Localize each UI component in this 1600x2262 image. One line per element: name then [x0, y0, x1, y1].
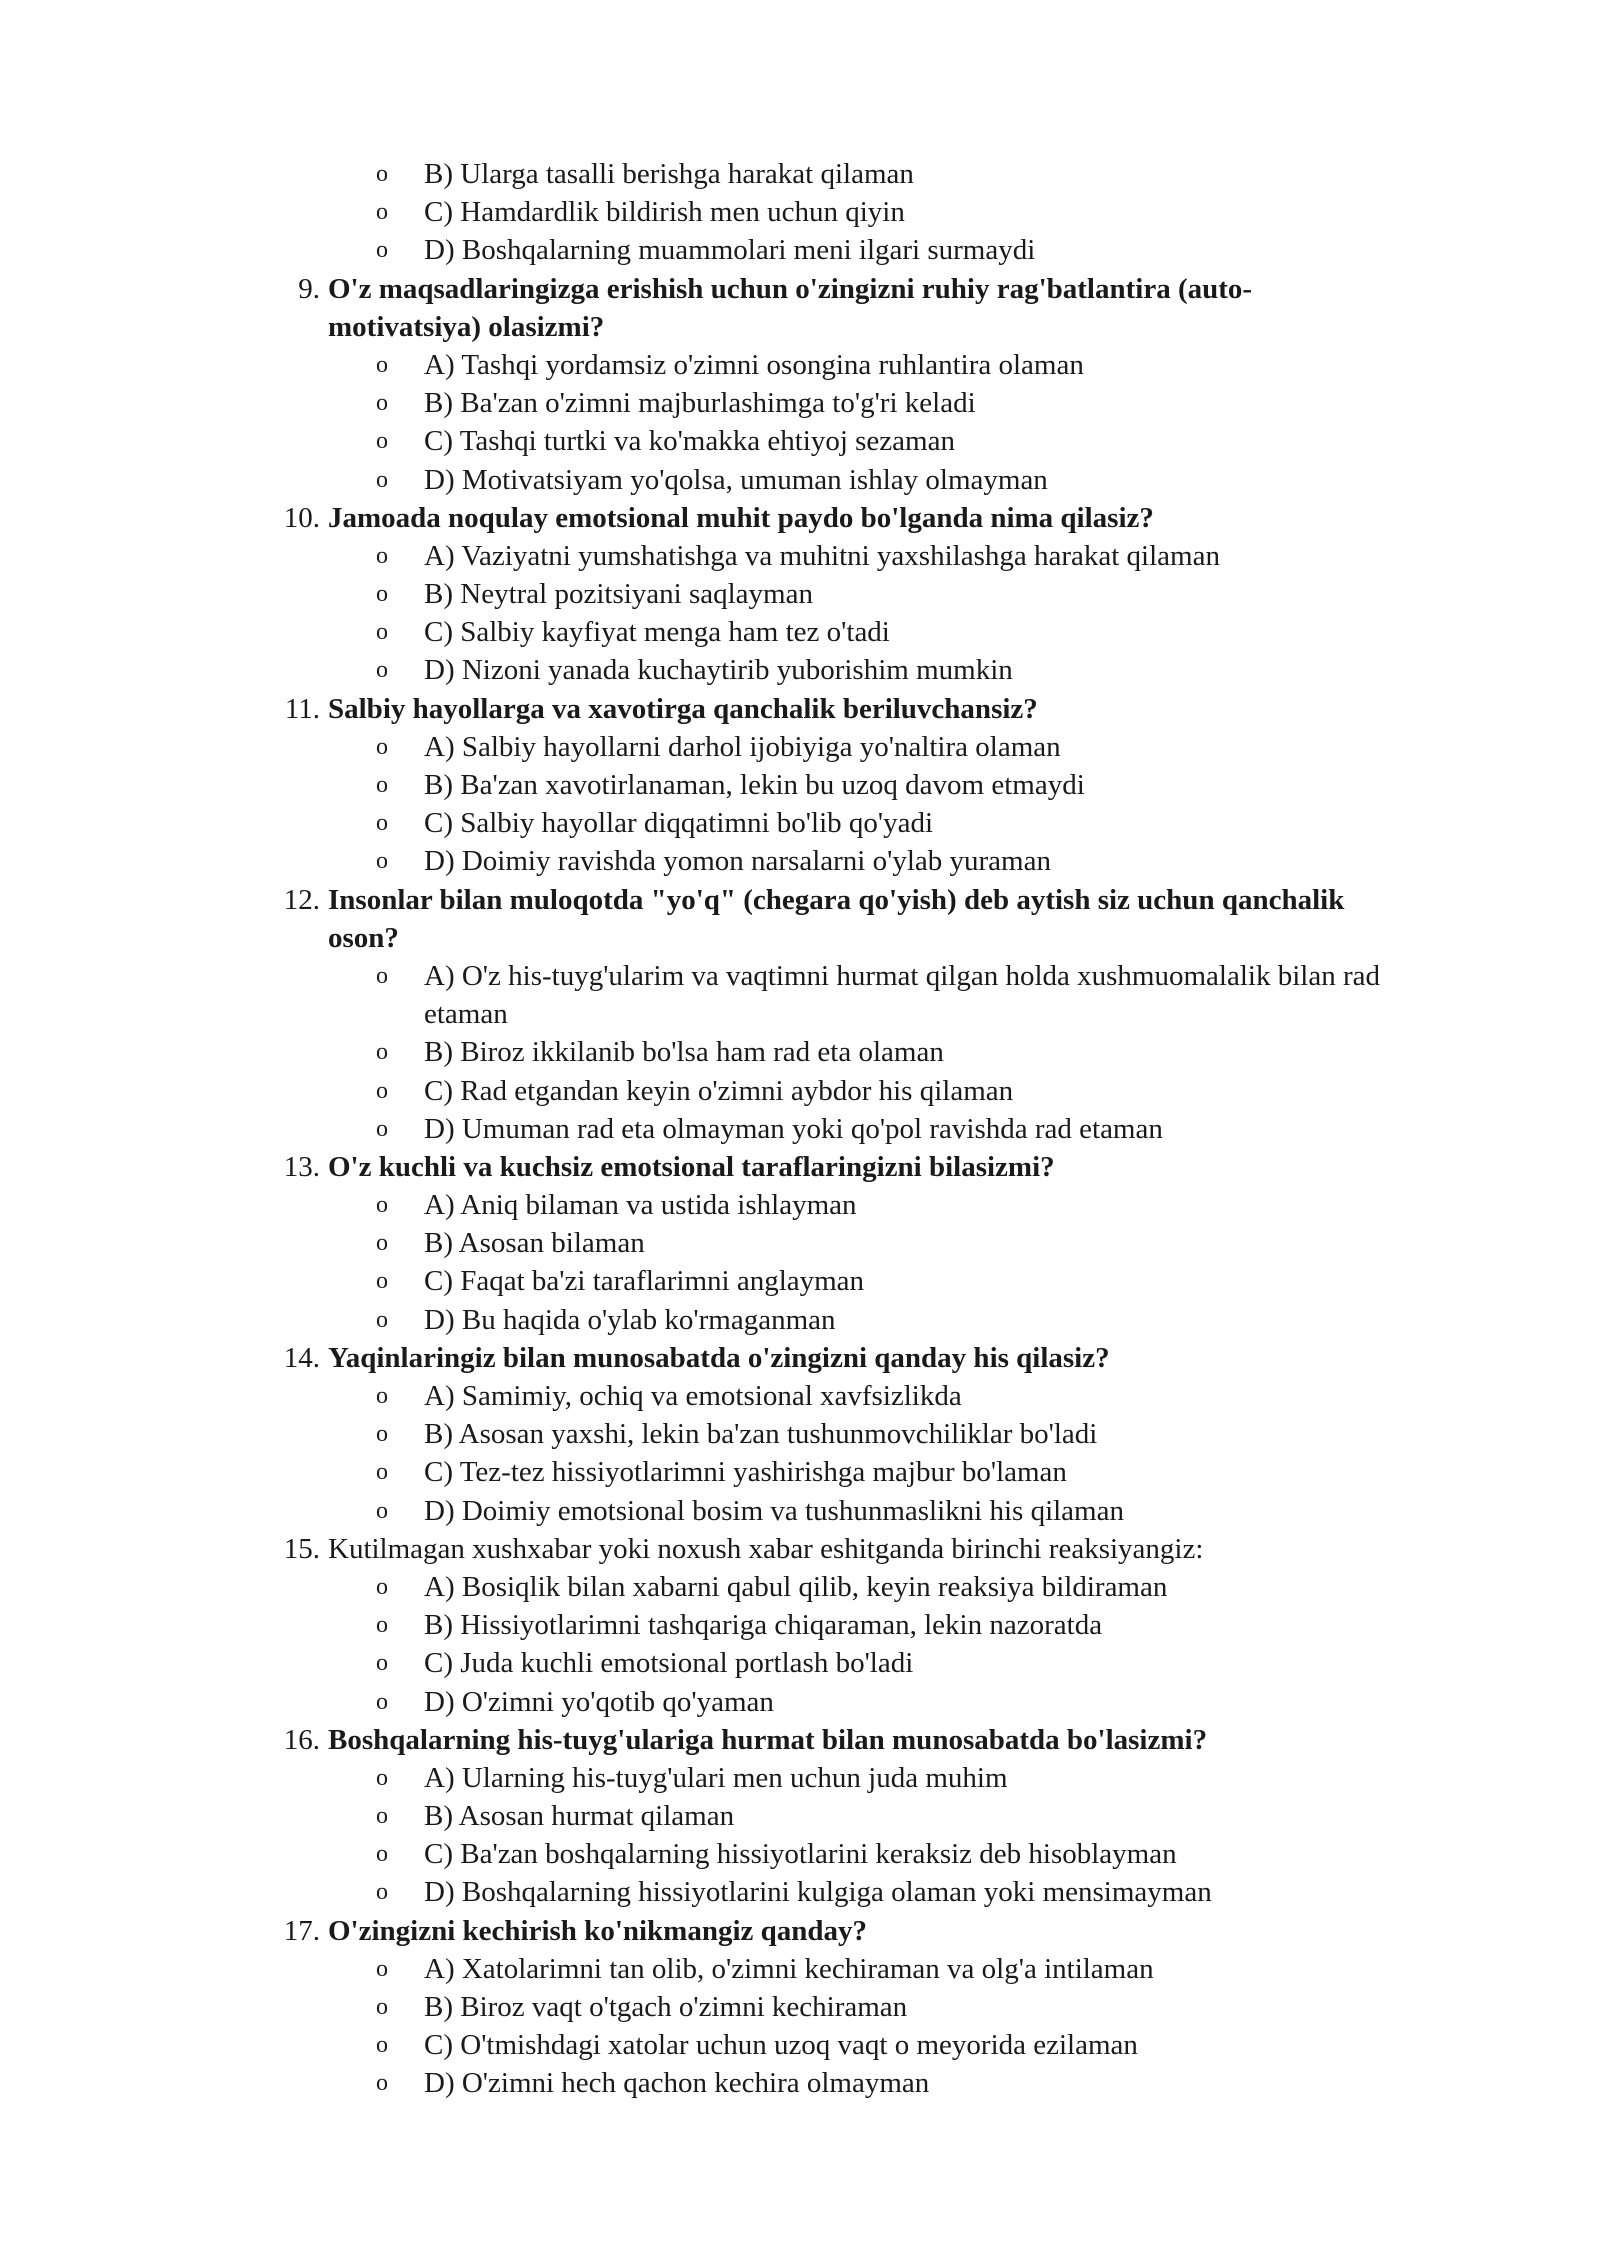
answer-option-text: C) Rad etgandan keyin o'zimni aybdor his qilaman: [424, 1074, 1014, 1107]
answer-option: [0, 1568, 1600, 1606]
bullet-icon: o: [376, 1497, 388, 1524]
answer-option: [0, 1186, 1600, 1224]
answer-option: [0, 1415, 1600, 1453]
answer-option-text: D) O'zimni hech qachon kechira olmayman: [424, 2067, 930, 2100]
answer-option: [0, 155, 1600, 193]
question: [0, 690, 1600, 728]
answer-option: [0, 1950, 1600, 1988]
answer-option-text: B) Ularga tasalli berishga harakat qilaman: [424, 158, 914, 190]
bullet-icon: o: [376, 733, 388, 760]
answer-option: [0, 1224, 1600, 1262]
question-text: motivatsiya) olasizmi?: [328, 310, 605, 343]
answer-option: [0, 1683, 1600, 1721]
answer-option-text: D) Motivatsiyam yo'qolsa, umuman ishlay olmayman: [424, 463, 1048, 496]
answer-option-text: A) Tashqi yordamsiz o'zimni osongina ruhlantira olaman: [424, 348, 1084, 381]
answer-option: [0, 1797, 1600, 1835]
answer-option: [0, 766, 1600, 804]
question: [0, 881, 1600, 919]
bullet-icon: o: [376, 2032, 388, 2059]
bullet-icon: o: [376, 962, 388, 989]
bullet-icon: o: [376, 1650, 388, 1677]
question-text: O'z maqsadlaringizga erishish uchun o'zingizni ruhiy rag'batlantira (auto-: [328, 272, 1253, 305]
answer-option: [0, 422, 1600, 460]
question: [0, 499, 1600, 537]
bullet-icon: o: [376, 1688, 388, 1715]
answer-option: [0, 1873, 1600, 1911]
answer-option-text: A) Bosiqlik bilan xabarni qabul qilib, keyin reaksiya bildiraman: [424, 1570, 1168, 1603]
answer-option-text: C) Faqat ba'zi taraflarimni anglayman: [424, 1265, 865, 1298]
answer-option-text: A) Vaziyatni yumshatishga va muhitni yaxshilashga harakat qilaman: [424, 539, 1220, 572]
bullet-icon: o: [376, 810, 388, 837]
question: [0, 1721, 1600, 1759]
bullet-icon: o: [376, 1803, 388, 1830]
answer-option-text: B) Biroz vaqt o'tgach o'zimni kechiraman: [424, 1991, 908, 2023]
question: [0, 1339, 1600, 1377]
answer-option: [0, 2026, 1600, 2064]
bullet-icon: o: [376, 237, 388, 264]
question-text: O'z kuchli va kuchsiz emotsional taraflaringizni bilasizmi?: [328, 1150, 1055, 1183]
question-text: Jamoada noqulay emotsional muhit paydo bo'lganda nima qilasiz?: [328, 501, 1154, 534]
bullet-icon: o: [376, 1459, 388, 1486]
answer-option: [0, 651, 1600, 689]
question-text: Insonlar bilan muloqotda "yo'q" (chegara qo'yish) deb aytish siz uchun qanchalik: [328, 883, 1345, 916]
bullet-icon: o: [376, 1268, 388, 1295]
answer-option-text: B) Asosan hurmat qilaman: [424, 1800, 735, 1833]
answer-option: [0, 1492, 1600, 1530]
answer-option: [0, 1835, 1600, 1873]
answer-option-text: D) Nizoni yanada kuchaytirib yuborishim mumkin: [424, 654, 1013, 687]
bullet-icon: o: [376, 2070, 388, 2097]
answer-option: [0, 1072, 1600, 1110]
bullet-icon: o: [376, 351, 388, 378]
question-text: Boshqalarning his-tuyg'ulariga hurmat bilan munosabatda bo'lasizmi?: [328, 1723, 1208, 1756]
answer-option-text: D) O'zimni yo'qotib qo'yaman: [424, 1685, 774, 1718]
answer-option: [0, 2064, 1600, 2102]
bullet-icon: o: [376, 428, 388, 455]
answer-option-text: B) Asosan bilaman: [424, 1227, 645, 1260]
question-number: 9.: [298, 272, 320, 305]
answer-option: [0, 1988, 1600, 2026]
answer-option-text: D) Boshqalarning muammolari meni ilgari surmaydi: [424, 234, 1036, 267]
answer-option-text: D) Umuman rad eta olmayman yoki qo'pol ravishda rad etaman: [424, 1112, 1163, 1145]
question-text: Kutilmagan xushxabar yoki noxush xabar eshitganda birinchi reaksiyangiz:: [328, 1532, 1204, 1565]
answer-option-text: D) Doimiy emotsional bosim va tushunmaslikni his qilaman: [424, 1494, 1124, 1527]
answer-option-text: C) Tashqi turtki va ko'makka ehtiyoj sezaman: [424, 425, 955, 458]
answer-option: [0, 231, 1600, 269]
answer-option: [0, 346, 1600, 384]
answer-option: [0, 1606, 1600, 1644]
answer-option: [0, 575, 1600, 613]
question-number: 16.: [283, 1723, 320, 1756]
bullet-icon: o: [376, 772, 388, 798]
question-text: oson?: [328, 921, 399, 954]
answer-option: [0, 1759, 1600, 1797]
answer-option-text: B) Biroz ikkilanib bo'lsa ham rad eta olaman: [424, 1036, 944, 1069]
answer-option-text: D) Boshqalarning hissiyotlarini kulgiga olaman yoki mensimayman: [424, 1876, 1212, 1909]
answer-option-text: D) Bu haqida o'ylab ko'rmaganman: [424, 1303, 836, 1336]
bullet-icon: o: [376, 1955, 388, 1982]
answer-option: [0, 537, 1600, 575]
question: [0, 1912, 1600, 1950]
answer-option: [0, 842, 1600, 880]
bullet-icon: o: [376, 619, 388, 646]
bullet-icon: o: [376, 1612, 388, 1639]
question-number: 17.: [283, 1914, 320, 1947]
answer-option-text: A) Xatolarimni tan olib, o'zimni kechiraman va olg'a intilaman: [424, 1952, 1154, 1985]
bullet-icon: o: [376, 1573, 388, 1600]
question-number: 14.: [283, 1341, 320, 1374]
bullet-icon: o: [376, 657, 388, 684]
answer-option: [0, 1377, 1600, 1415]
answer-option-text: B) Hissiyotlarimni tashqariga chiqaraman, lekin nazoratda: [424, 1609, 1103, 1642]
question: [0, 1530, 1600, 1568]
document-page: [0, 155, 1600, 2103]
answer-option-continuation: [0, 995, 1600, 1033]
answer-option: [0, 613, 1600, 651]
answer-option-text: B) Neytral pozitsiyani saqlayman: [424, 578, 813, 611]
answer-option-text: B) Asosan yaxshi, lekin ba'zan tushunmovchiliklar bo'ladi: [424, 1418, 1098, 1451]
question-continuation: [0, 308, 1600, 346]
question-text: O'zingizni kechirish ko'nikmangiz qanday?: [328, 1914, 868, 1947]
bullet-icon: o: [376, 1421, 388, 1448]
answer-option: [0, 1262, 1600, 1300]
answer-option: [0, 193, 1600, 231]
answer-option-text: C) Ba'zan boshqalarning hissiyotlarini keraksiz deb hisoblayman: [424, 1838, 1177, 1871]
bullet-icon: o: [376, 1192, 388, 1219]
answer-option: [0, 1110, 1600, 1148]
answer-option: [0, 1453, 1600, 1491]
answer-option-text: C) Salbiy hayollar diqqatimni bo'lib qo'yadi: [424, 807, 934, 840]
question-number: 10.: [283, 501, 320, 534]
answer-option-text: etaman: [424, 998, 508, 1031]
answer-option: [0, 1301, 1600, 1339]
answer-option: [0, 957, 1600, 995]
answer-option-text: A) O'z his-tuyg'ularim va vaqtimni hurmat qilgan holda xushmuomalalik bilan rad: [424, 959, 1380, 992]
bullet-icon: o: [376, 390, 388, 417]
bullet-icon: o: [376, 466, 388, 493]
answer-option-text: A) Samimiy, ochiq va emotsional xavfsizlikda: [424, 1380, 962, 1412]
answer-option-text: B) Ba'zan xavotirlanaman, lekin bu uzoq davom etmaydi: [424, 769, 1085, 801]
answer-option: [0, 1033, 1600, 1071]
bullet-icon: o: [376, 1879, 388, 1906]
bullet-icon: o: [376, 1039, 388, 1066]
bullet-icon: o: [376, 542, 388, 569]
bullet-icon: o: [376, 161, 388, 187]
bullet-icon: o: [376, 1383, 388, 1409]
answer-option-text: D) Doimiy ravishda yomon narsalarni o'ylab yuraman: [424, 845, 1051, 878]
answer-option-text: C) Tez-tez hissiyotlarimni yashirishga majbur bo'laman: [424, 1456, 1067, 1489]
bullet-icon: o: [376, 581, 388, 608]
question-number: 11.: [284, 692, 320, 725]
question-number: 12.: [283, 883, 320, 916]
question-continuation: [0, 919, 1600, 957]
answer-option-text: A) Salbiy hayollarni darhol ijobiyiga yo'naltira olaman: [424, 730, 1061, 763]
question-number: 13.: [283, 1150, 320, 1183]
bullet-icon: o: [376, 1994, 388, 2020]
question: [0, 270, 1600, 308]
question: [0, 1148, 1600, 1186]
answer-option-text: C) Salbiy kayfiyat menga ham tez o'tadi: [424, 616, 890, 649]
answer-option-text: C) Hamdardlik bildirish men uchun qiyin: [424, 196, 905, 229]
bullet-icon: o: [376, 1764, 388, 1791]
answer-option: [0, 1644, 1600, 1682]
bullet-icon: o: [376, 1841, 388, 1868]
question-number: 15.: [283, 1532, 320, 1565]
answer-option-text: C) O'tmishdagi xatolar uchun uzoq vaqt o meyorida ezilaman: [424, 2029, 1138, 2062]
question-text: Yaqinlaringiz bilan munosabatda o'zingizni qanday his qilasiz?: [328, 1341, 1110, 1374]
answer-option: [0, 804, 1600, 842]
answer-option-text: B) Ba'zan o'zimni majburlashimga to'g'ri keladi: [424, 387, 976, 420]
answer-option: [0, 461, 1600, 499]
answer-option-text: A) Aniq bilaman va ustida ishlayman: [424, 1189, 857, 1222]
bullet-icon: o: [376, 1115, 388, 1142]
answer-option-text: A) Ularning his-tuyg'ulari men uchun juda muhim: [424, 1761, 1008, 1794]
bullet-icon: o: [376, 848, 388, 875]
answer-option: [0, 728, 1600, 766]
answer-option-text: C) Juda kuchli emotsional portlash bo'ladi: [424, 1647, 914, 1680]
answer-option: [0, 384, 1600, 422]
bullet-icon: o: [376, 1230, 388, 1257]
bullet-icon: o: [376, 1077, 388, 1104]
bullet-icon: o: [376, 199, 388, 226]
bullet-icon: o: [376, 1306, 388, 1333]
question-text: Salbiy hayollarga va xavotirga qanchalik beriluvchansiz?: [328, 692, 1038, 725]
